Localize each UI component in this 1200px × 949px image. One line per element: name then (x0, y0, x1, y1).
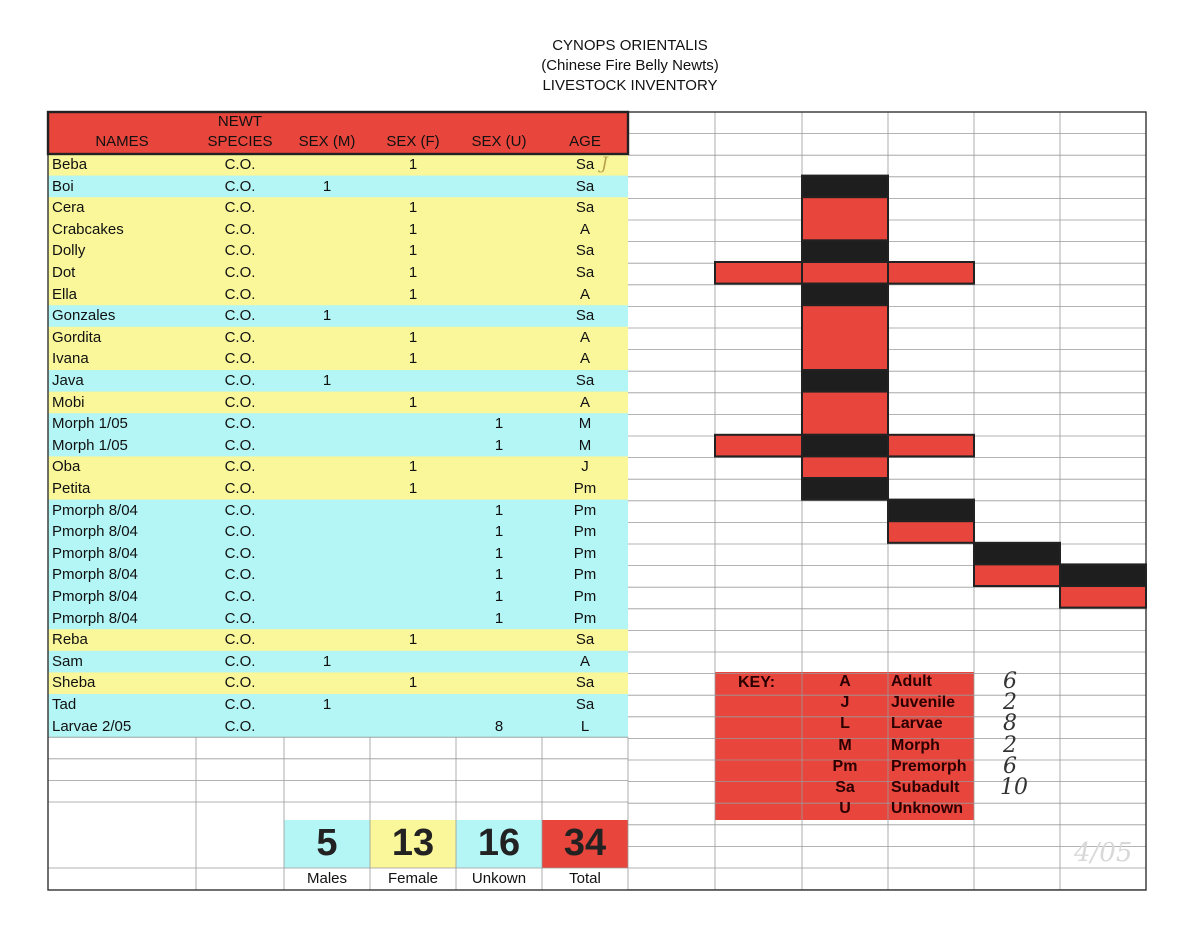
cell-age: J (581, 458, 589, 476)
cell-name: Pmorph 8/04 (52, 609, 138, 627)
art-block (802, 284, 888, 306)
cell-age: Pm (573, 480, 597, 497)
cell-sex-f (370, 521, 456, 543)
key-code: A (839, 673, 851, 690)
cell-name: Gonzales (52, 307, 116, 325)
art-block (1060, 586, 1146, 608)
cell-name: Dot (52, 264, 76, 281)
cell-sex-u: 1 (494, 588, 504, 605)
cell-name: Larvae 2/05 (52, 717, 132, 735)
cell-species: C.O. (224, 285, 256, 303)
cell-sex-m (284, 413, 370, 435)
cell-species: C.O. (224, 350, 256, 368)
cell-species: C.O. (224, 415, 256, 433)
cell-sex-m (284, 521, 370, 543)
cell-sex-u (456, 370, 542, 392)
cell-age: A (579, 220, 590, 238)
cell-name: Boi (52, 177, 74, 195)
cell-name: Sheba (52, 674, 96, 692)
cell-age: Sa (575, 264, 595, 281)
cell-name: Pmorph 8/04 (52, 501, 138, 519)
cell-sex-f: 1 (408, 199, 418, 217)
art-block (802, 392, 888, 435)
handwritten-count: 10 (1000, 775, 1028, 800)
cell-sex-u: 1 (494, 523, 504, 541)
cell-sex-m: 1 (322, 177, 332, 195)
cell-sex-m (284, 284, 370, 306)
cell-name: Dolly (52, 242, 86, 260)
cell-sex-u (456, 176, 542, 198)
cell-sex-f (370, 586, 456, 608)
cell-sex-f (370, 435, 456, 457)
total-unknown: 16 (477, 822, 521, 864)
cell-age: Pm (573, 523, 597, 541)
cell-sex-f: 1 (408, 674, 418, 692)
cell-age: A (579, 350, 590, 368)
key-label: Unknown (891, 800, 963, 818)
cell-sex-f: 1 (408, 220, 418, 238)
cell-age: Sa (575, 177, 595, 195)
cell-sex-u (456, 154, 542, 176)
cell-species: C.O. (224, 696, 256, 713)
cell-sex-u (456, 219, 542, 241)
art-block (888, 500, 974, 522)
key-label: Subadult (891, 779, 960, 796)
cell-species: C.O. (224, 372, 256, 389)
cell-age: L (580, 717, 590, 735)
key-code: J (840, 694, 850, 712)
cell-sex-u: 1 (494, 415, 504, 433)
cell-sex-f (370, 500, 456, 522)
cell-sex-m (284, 348, 370, 370)
cell-sex-m (284, 629, 370, 651)
cell-age: Pm (573, 544, 597, 562)
cell-age: Sa (575, 199, 595, 217)
cell-sex-m (284, 327, 370, 349)
title-line-inventory: LIVESTOCK INVENTORY (542, 77, 718, 94)
cell-sex-f: 1 (408, 480, 418, 497)
cell-species: C.O. (224, 609, 256, 627)
cell-name: Beba (52, 156, 88, 173)
cell-name: Morph 1/05 (52, 415, 128, 433)
cell-name: Reba (52, 631, 88, 649)
cell-sex-m (284, 197, 370, 219)
key-code: Pm (832, 757, 858, 775)
cell-species: C.O. (224, 588, 256, 605)
cell-sex-f: 1 (408, 285, 418, 303)
cell-sex-u (456, 629, 542, 651)
cell-sex-u (456, 284, 542, 306)
key-code: U (839, 800, 851, 818)
cell-sex-f (370, 716, 456, 738)
cell-sex-u (456, 392, 542, 414)
cell-species: C.O. (224, 566, 256, 584)
cell-species: C.O. (224, 220, 256, 238)
handwritten-date: 4/05 (1074, 838, 1133, 868)
cell-sex-f (370, 543, 456, 565)
cell-sex-u (456, 262, 542, 284)
header-sex-m: SEX (M) (298, 133, 356, 150)
cell-sex-m (284, 608, 370, 630)
art-block (1060, 564, 1146, 586)
cell-age: Sa (575, 696, 595, 713)
cell-sex-u (456, 694, 542, 716)
cell-species: C.O. (224, 523, 256, 541)
cell-species: C.O. (224, 674, 256, 692)
art-block (802, 456, 888, 478)
art-block (802, 370, 888, 392)
cell-sex-m (284, 716, 370, 738)
cell-species: C.O. (224, 242, 256, 260)
cell-species: C.O. (224, 199, 256, 217)
handwritten-count: 2 (1003, 732, 1017, 758)
handwritten-count: 2 (1003, 690, 1017, 716)
cell-sex-m (284, 586, 370, 608)
cell-sex-u (456, 240, 542, 262)
cell-name: Crabcakes (52, 220, 124, 238)
cell-sex-f (370, 176, 456, 198)
cell-name: Sam (52, 652, 83, 670)
handwritten-count: 8 (1003, 711, 1017, 737)
art-block (974, 543, 1060, 565)
art-block (715, 435, 802, 457)
cell-sex-u: 1 (494, 566, 504, 584)
header-names: NAMES (95, 133, 149, 150)
cell-sex-m (284, 435, 370, 457)
art-block (888, 435, 974, 457)
cell-age: M (578, 415, 592, 433)
cell-species: C.O. (224, 393, 256, 411)
cell-species: C.O. (224, 480, 256, 497)
cell-name: Java (52, 372, 84, 389)
cell-sex-f (370, 305, 456, 327)
key-label: Juvenile (891, 694, 956, 712)
cell-sex-u: 8 (494, 717, 504, 735)
cell-species: C.O. (224, 307, 256, 325)
cell-age: Sa (575, 307, 595, 325)
cell-age: Pm (573, 588, 597, 605)
total-all: 34 (563, 822, 607, 864)
key-label: Morph (891, 736, 940, 754)
cell-sex-u (456, 456, 542, 478)
art-block (715, 262, 802, 284)
art-block (802, 197, 888, 240)
cell-sex-f: 1 (408, 458, 418, 476)
key-code: Sa (835, 779, 855, 796)
cell-name: Petita (52, 480, 91, 497)
cell-name: Cera (52, 199, 85, 217)
title-line-species: CYNOPS ORIENTALIS (552, 37, 708, 54)
cell-species: C.O. (224, 544, 256, 562)
cell-sex-m (284, 154, 370, 176)
cell-species: C.O. (224, 328, 256, 346)
cell-sex-f: 1 (408, 156, 418, 173)
art-block (802, 478, 888, 500)
cell-age: A (579, 285, 590, 303)
cell-sex-u (456, 672, 542, 694)
header-sex-u: SEX (U) (471, 133, 527, 150)
cell-age: Pm (573, 501, 597, 519)
cell-sex-m (284, 262, 370, 284)
cell-species: C.O. (224, 436, 256, 454)
key-code: L (840, 715, 850, 733)
cell-sex-u (456, 327, 542, 349)
cell-name: Ivana (52, 350, 89, 368)
art-block (802, 262, 888, 284)
header-age: AGE (569, 133, 601, 150)
cell-sex-f (370, 694, 456, 716)
cell-name: Pmorph 8/04 (52, 544, 138, 562)
cell-sex-u (456, 651, 542, 673)
cell-sex-m (284, 500, 370, 522)
cell-age: Sa (575, 631, 595, 649)
cell-sex-m (284, 543, 370, 565)
cell-age: A (579, 652, 590, 670)
handwritten-count: 6 (1003, 753, 1017, 779)
cell-sex-f: 1 (408, 393, 418, 411)
total-females-label: Female (387, 870, 439, 887)
total-males-label: Males (306, 870, 347, 887)
cell-species: C.O. (224, 652, 256, 670)
cell-name: Oba (52, 458, 81, 476)
cell-age: A (579, 328, 590, 346)
cell-age: Sa (575, 156, 595, 173)
cell-sex-m (284, 240, 370, 262)
cell-species: C.O. (224, 717, 256, 735)
cell-sex-f: 1 (408, 631, 418, 649)
cell-name: Tad (52, 696, 77, 713)
cell-sex-f: 1 (408, 264, 418, 281)
cell-sex-u (456, 478, 542, 500)
art-block (974, 564, 1060, 586)
cell-sex-u (456, 348, 542, 370)
cell-name: Morph 1/05 (52, 436, 128, 454)
cell-sex-m: 1 (322, 652, 332, 670)
cell-sex-m: 1 (322, 372, 332, 389)
cell-sex-u: 1 (494, 436, 504, 454)
cell-sex-f (370, 651, 456, 673)
cell-species: C.O. (224, 631, 256, 649)
cell-name: Pmorph 8/04 (52, 566, 138, 584)
cell-sex-u: 1 (494, 501, 504, 519)
cell-sex-m (284, 456, 370, 478)
cell-sex-f (370, 413, 456, 435)
cell-species: C.O. (224, 177, 256, 195)
total-all-label: Total (569, 870, 601, 887)
cell-sex-u (456, 305, 542, 327)
total-unknown-label: Unkown (471, 870, 527, 887)
key-label: Larvae (891, 715, 943, 733)
cell-sex-m (284, 672, 370, 694)
key-label: Premorph (891, 757, 967, 775)
cell-species: C.O. (224, 501, 256, 519)
cell-species: C.O. (224, 458, 256, 476)
cell-name: Pmorph 8/04 (52, 588, 138, 605)
cell-sex-m (284, 219, 370, 241)
art-block (802, 240, 888, 262)
title-line-common-name: (Chinese Fire Belly Newts) (541, 57, 719, 74)
total-males: 5 (316, 822, 338, 864)
cell-age: Sa (575, 674, 595, 692)
cell-name: Pmorph 8/04 (52, 523, 138, 541)
header-species-bottom: SPECIES (207, 133, 273, 150)
header-sex-f: SEX (F) (386, 133, 440, 150)
cell-name: Gordita (52, 328, 102, 346)
cell-sex-m (284, 392, 370, 414)
cell-age: Sa (575, 372, 595, 389)
art-block (802, 435, 888, 457)
cell-sex-u: 1 (494, 609, 504, 627)
key-label: Adult (891, 673, 932, 690)
art-block (802, 176, 888, 198)
total-females: 13 (391, 822, 435, 864)
cell-sex-u (456, 197, 542, 219)
cell-age: M (578, 436, 592, 454)
cell-sex-f (370, 370, 456, 392)
cell-sex-f: 1 (408, 242, 418, 260)
cell-sex-f (370, 564, 456, 586)
art-block (888, 521, 974, 543)
cell-sex-m: 1 (322, 696, 332, 713)
header-species-top: NEWT (217, 113, 263, 130)
cell-sex-m (284, 478, 370, 500)
cell-sex-f: 1 (408, 328, 418, 346)
cell-species: C.O. (224, 156, 256, 173)
cell-age: Pm (573, 566, 597, 584)
cell-sex-m: 1 (322, 307, 332, 325)
cell-sex-m (284, 564, 370, 586)
cell-species: C.O. (224, 264, 256, 281)
cell-name: Ella (52, 285, 78, 303)
handwritten-count: 6 (1003, 669, 1017, 694)
cell-sex-u: 1 (494, 544, 504, 562)
handwritten-beba-note: J (601, 154, 608, 174)
cell-sex-f (370, 608, 456, 630)
cell-age: Pm (573, 609, 597, 627)
art-block (888, 262, 974, 284)
cell-age: A (579, 393, 590, 411)
cell-sex-f: 1 (408, 350, 418, 368)
key-code: M (838, 736, 852, 754)
cell-name: Mobi (52, 393, 85, 411)
cell-age: Sa (575, 242, 595, 260)
key-title: KEY: (738, 674, 776, 691)
